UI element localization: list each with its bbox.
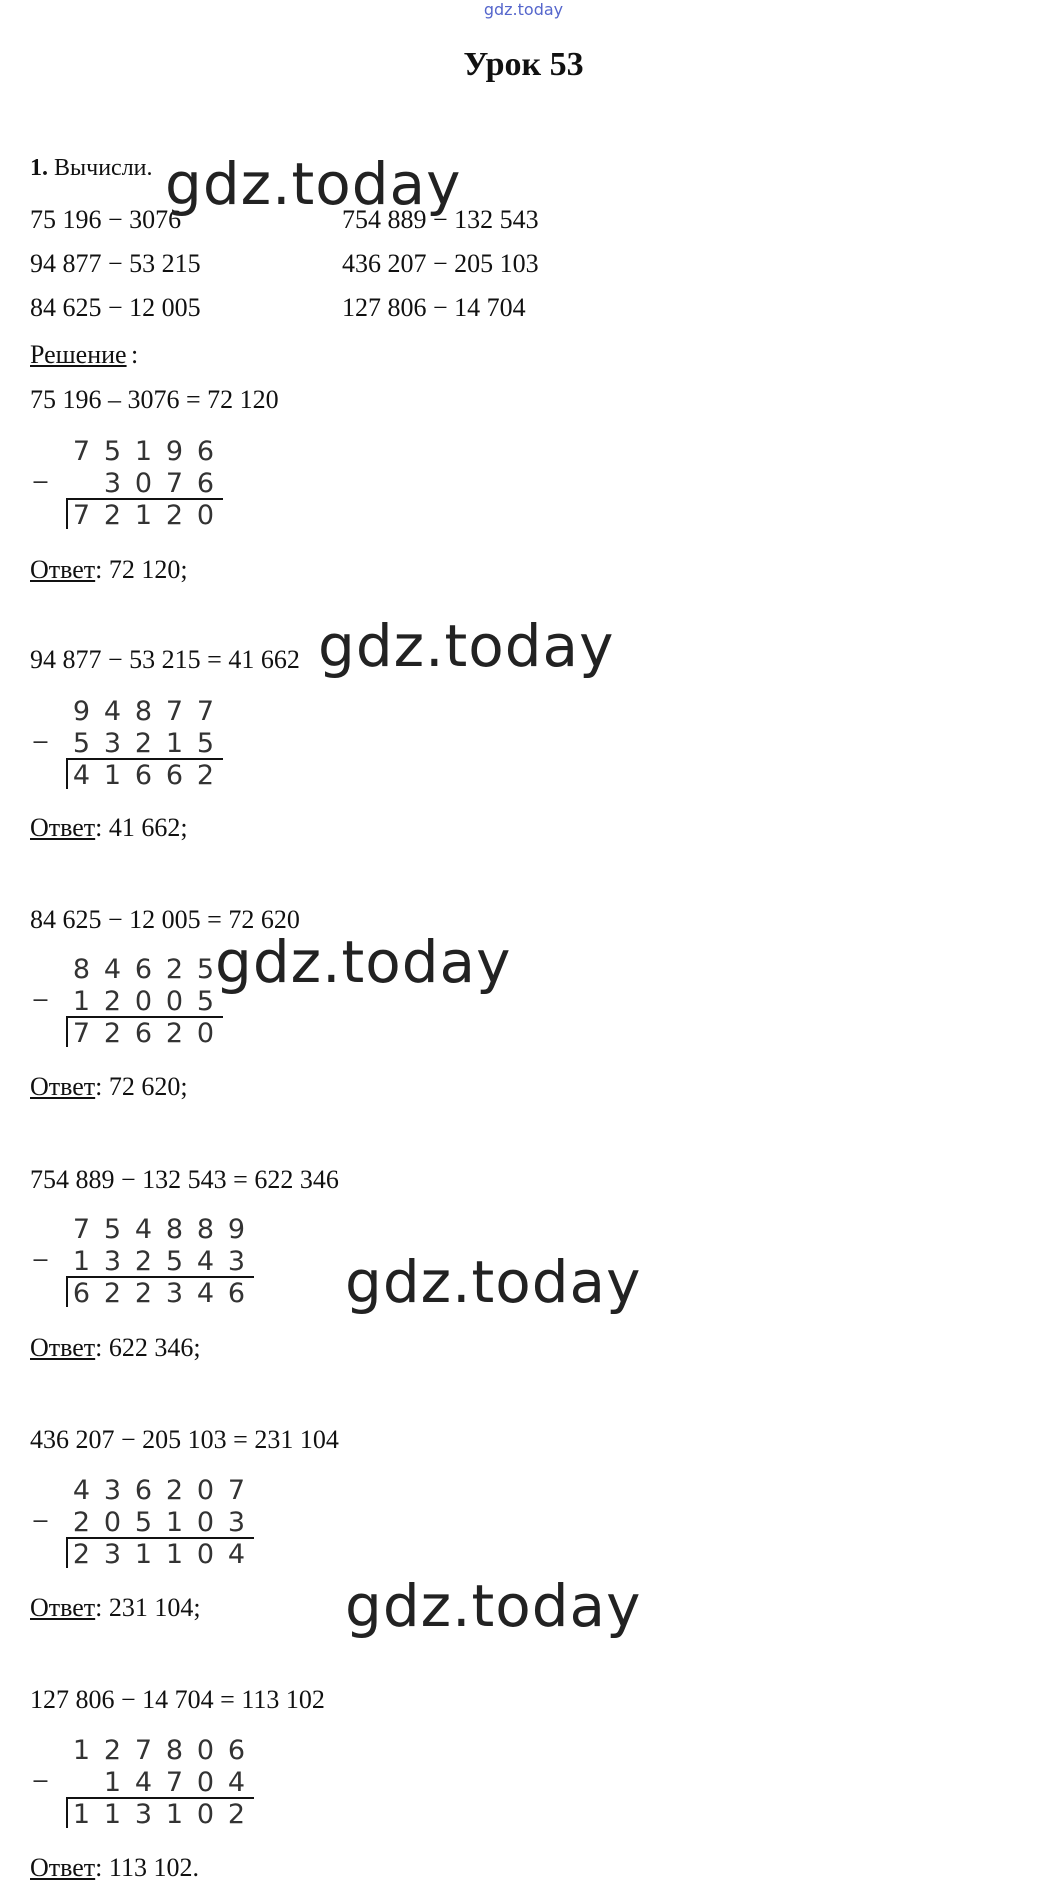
digit: 4 bbox=[72, 759, 91, 791]
digit: 2 bbox=[165, 499, 184, 531]
answer-line bbox=[30, 1072, 188, 1102]
digit: 2 bbox=[134, 1277, 153, 1309]
example-left-2: 94 877 − 53 215 bbox=[30, 249, 201, 278]
result-line bbox=[66, 1276, 254, 1278]
solution-equation: 754 889 − 132 543 = 622 346 bbox=[30, 1165, 339, 1194]
minus-sign: − bbox=[32, 726, 49, 759]
digit: 1 bbox=[103, 1798, 122, 1830]
digit: 4 bbox=[196, 1245, 215, 1277]
digit: 2 bbox=[72, 1538, 91, 1570]
column-subtraction bbox=[32, 1734, 252, 1830]
digit: 3 bbox=[103, 1474, 122, 1506]
digit: 7 bbox=[72, 1017, 91, 1049]
digit: 3 bbox=[134, 1798, 153, 1830]
digit: 6 bbox=[196, 467, 215, 499]
digit: 4 bbox=[72, 1474, 91, 1506]
digit: 3 bbox=[227, 1506, 246, 1538]
digit: 7 bbox=[165, 695, 184, 727]
answer-line bbox=[30, 1333, 201, 1363]
digit: 2 bbox=[103, 1017, 122, 1049]
digit: 8 bbox=[134, 695, 153, 727]
watermark: gdz.today bbox=[345, 1248, 642, 1316]
digit: 1 bbox=[134, 499, 153, 531]
solution-colon: : bbox=[131, 340, 139, 369]
digit: 4 bbox=[103, 953, 122, 985]
digit: 6 bbox=[134, 1474, 153, 1506]
answer-line bbox=[30, 1593, 201, 1623]
digit: 6 bbox=[134, 1017, 153, 1049]
digit: 0 bbox=[196, 499, 215, 531]
digit: 9 bbox=[227, 1213, 246, 1245]
minus-sign: − bbox=[32, 466, 49, 499]
digit: 6 bbox=[72, 1277, 91, 1309]
result-bracket bbox=[66, 1538, 68, 1568]
digit: 6 bbox=[227, 1277, 246, 1309]
digit: 6 bbox=[134, 759, 153, 791]
digit: 0 bbox=[196, 1798, 215, 1830]
digit: 1 bbox=[165, 1538, 184, 1570]
digit: 5 bbox=[196, 953, 215, 985]
digit: 1 bbox=[103, 1766, 122, 1798]
digit: 7 bbox=[196, 695, 215, 727]
digit: 4 bbox=[196, 1277, 215, 1309]
result-line bbox=[66, 1016, 223, 1018]
result-bracket bbox=[66, 1798, 68, 1828]
digit: 1 bbox=[103, 759, 122, 791]
digit: 1 bbox=[165, 1506, 184, 1538]
digit: 6 bbox=[134, 953, 153, 985]
digit: 2 bbox=[103, 1277, 122, 1309]
digit: 2 bbox=[103, 1734, 122, 1766]
solution-equation: 127 806 − 14 704 = 113 102 bbox=[30, 1685, 325, 1714]
watermark: gdz.today bbox=[165, 150, 462, 218]
example-right-3: 127 806 − 14 704 bbox=[342, 293, 526, 322]
digit: 0 bbox=[196, 1474, 215, 1506]
answer-colon: : bbox=[95, 555, 109, 584]
digit: 0 bbox=[103, 1506, 122, 1538]
answer-value: 622 346; bbox=[108, 1333, 201, 1362]
watermark: gdz.today bbox=[215, 928, 512, 996]
digit: 8 bbox=[196, 1213, 215, 1245]
digit: 0 bbox=[165, 985, 184, 1017]
watermark: gdz.today bbox=[345, 1572, 642, 1640]
answer-line bbox=[30, 1853, 199, 1883]
answer-colon: : bbox=[95, 1593, 109, 1622]
example-right-2: 436 207 − 205 103 bbox=[342, 249, 539, 278]
answer-label: Ответ bbox=[30, 813, 96, 842]
digit bbox=[66, 1767, 97, 1798]
answer-line bbox=[30, 813, 188, 843]
digit: 5 bbox=[134, 1506, 153, 1538]
answer-colon: : bbox=[95, 1853, 109, 1882]
digit: 3 bbox=[103, 727, 122, 759]
column-subtraction bbox=[32, 953, 221, 1049]
minus-sign: − bbox=[32, 1505, 49, 1538]
result-bracket bbox=[66, 499, 68, 529]
digit: 3 bbox=[103, 1245, 122, 1277]
column-subtraction bbox=[32, 1474, 252, 1570]
column-subtraction bbox=[32, 1213, 252, 1309]
digit: 2 bbox=[165, 953, 184, 985]
digit: 9 bbox=[72, 695, 91, 727]
example-right-1: 754 889 − 132 543 bbox=[342, 205, 539, 234]
digit bbox=[66, 468, 97, 499]
digit: 1 bbox=[165, 727, 184, 759]
answer-line bbox=[30, 555, 188, 585]
answer-label: Ответ bbox=[30, 555, 96, 584]
digit: 3 bbox=[165, 1277, 184, 1309]
result-line bbox=[66, 1537, 254, 1539]
page-title: Урок 53 bbox=[463, 46, 584, 83]
digit: 2 bbox=[134, 1245, 153, 1277]
answer-label: Ответ bbox=[30, 1333, 96, 1362]
digit: 4 bbox=[227, 1766, 246, 1798]
result-bracket bbox=[66, 759, 68, 789]
digit: 2 bbox=[165, 1017, 184, 1049]
result-bracket bbox=[66, 1017, 68, 1047]
digit: 6 bbox=[196, 435, 215, 467]
solution-equation: 94 877 − 53 215 = 41 662 bbox=[30, 645, 300, 674]
answer-value: 72 120; bbox=[108, 555, 188, 584]
digit: 7 bbox=[165, 1766, 184, 1798]
digit: 8 bbox=[165, 1734, 184, 1766]
digit: 1 bbox=[165, 1798, 184, 1830]
digit: 2 bbox=[134, 727, 153, 759]
digit: 6 bbox=[227, 1734, 246, 1766]
digit: 1 bbox=[72, 1734, 91, 1766]
solution-equation: 84 625 − 12 005 = 72 620 bbox=[30, 905, 300, 934]
digit: 0 bbox=[196, 1017, 215, 1049]
digit: 1 bbox=[134, 1538, 153, 1570]
digit: 1 bbox=[72, 1798, 91, 1830]
digit: 6 bbox=[165, 759, 184, 791]
digit: 5 bbox=[165, 1245, 184, 1277]
digit: 0 bbox=[196, 1734, 215, 1766]
digit: 4 bbox=[134, 1213, 153, 1245]
example-left-1: 75 196 − 3076 bbox=[30, 205, 182, 234]
digit: 2 bbox=[196, 759, 215, 791]
column-subtraction bbox=[32, 435, 221, 531]
answer-label: Ответ bbox=[30, 1853, 96, 1882]
digit: 5 bbox=[103, 1213, 122, 1245]
digit: 1 bbox=[134, 435, 153, 467]
minus-sign: − bbox=[32, 1765, 49, 1798]
task-instruction: Вычисли. bbox=[54, 155, 153, 181]
solution-equation: 436 207 − 205 103 = 231 104 bbox=[30, 1425, 339, 1454]
answer-label: Ответ bbox=[30, 1072, 96, 1101]
digit: 9 bbox=[165, 435, 184, 467]
task-number: 1. bbox=[30, 155, 48, 181]
answer-value: 41 662; bbox=[108, 813, 188, 842]
digit: 7 bbox=[134, 1734, 153, 1766]
digit: 0 bbox=[196, 1506, 215, 1538]
result-line bbox=[66, 1797, 254, 1799]
digit: 3 bbox=[103, 1538, 122, 1570]
digit: 1 bbox=[72, 985, 91, 1017]
answer-value: 72 620; bbox=[108, 1072, 188, 1101]
result-line bbox=[66, 498, 223, 500]
digit: 8 bbox=[165, 1213, 184, 1245]
watermark: gdz.today bbox=[318, 612, 615, 680]
digit: 0 bbox=[196, 1766, 215, 1798]
answer-value: 231 104; bbox=[108, 1593, 201, 1622]
digit: 5 bbox=[196, 985, 215, 1017]
site-label[interactable]: gdz.today bbox=[483, 0, 564, 19]
answer-label: Ответ bbox=[30, 1593, 96, 1622]
digit: 0 bbox=[196, 1538, 215, 1570]
digit: 0 bbox=[134, 467, 153, 499]
digit: 7 bbox=[227, 1474, 246, 1506]
digit: 7 bbox=[72, 435, 91, 467]
digit: 2 bbox=[103, 985, 122, 1017]
digit: 2 bbox=[103, 499, 122, 531]
minus-sign: − bbox=[32, 984, 49, 1017]
solution-label: Решение bbox=[30, 340, 127, 369]
digit: 4 bbox=[103, 695, 122, 727]
column-subtraction bbox=[32, 695, 221, 791]
solution-equation: 75 196 – 3076 = 72 120 bbox=[30, 385, 279, 414]
answer-value: 113 102. bbox=[108, 1853, 199, 1882]
digit: 2 bbox=[165, 1474, 184, 1506]
digit: 0 bbox=[134, 985, 153, 1017]
digit: 2 bbox=[227, 1798, 246, 1830]
digit: 1 bbox=[72, 1245, 91, 1277]
digit: 5 bbox=[196, 727, 215, 759]
digit: 4 bbox=[134, 1766, 153, 1798]
result-line bbox=[66, 758, 223, 760]
minus-sign: − bbox=[32, 1244, 49, 1277]
example-left-3: 84 625 − 12 005 bbox=[30, 293, 201, 322]
digit: 2 bbox=[72, 1506, 91, 1538]
answer-colon: : bbox=[95, 813, 109, 842]
digit: 3 bbox=[227, 1245, 246, 1277]
answer-colon: : bbox=[95, 1333, 109, 1362]
digit: 5 bbox=[72, 727, 91, 759]
answer-colon: : bbox=[95, 1072, 109, 1101]
digit: 8 bbox=[72, 953, 91, 985]
digit: 7 bbox=[72, 499, 91, 531]
digit: 7 bbox=[165, 467, 184, 499]
digit: 7 bbox=[72, 1213, 91, 1245]
task-heading bbox=[30, 155, 153, 182]
digit: 4 bbox=[227, 1538, 246, 1570]
digit: 5 bbox=[103, 435, 122, 467]
result-bracket bbox=[66, 1277, 68, 1307]
digit: 3 bbox=[103, 467, 122, 499]
